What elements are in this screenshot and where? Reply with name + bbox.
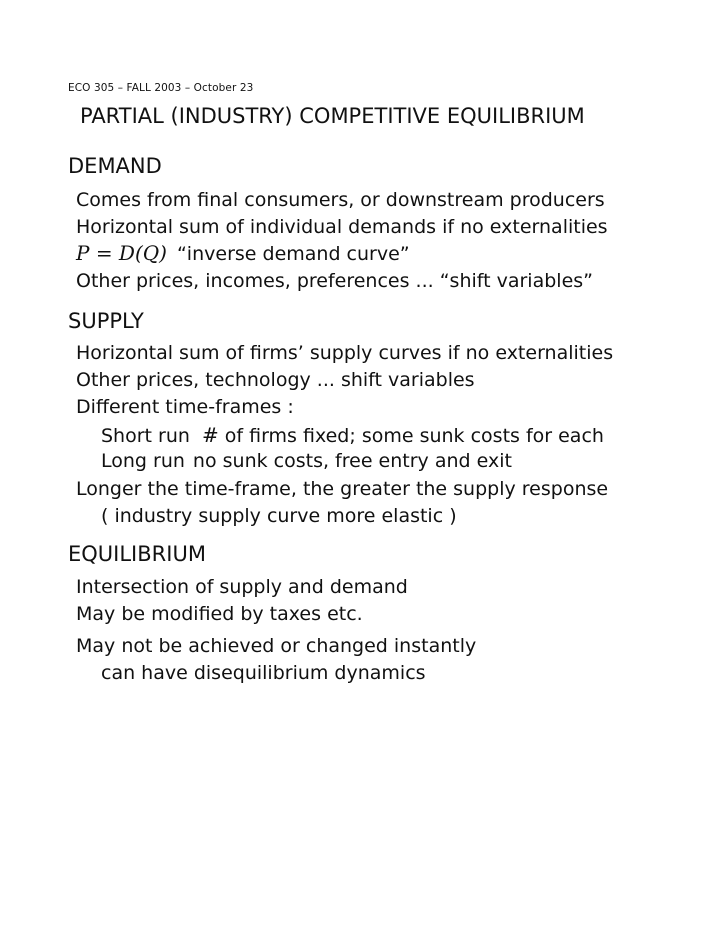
equilibrium-line-2: May be modified by taxes etc. (76, 603, 363, 625)
number-symbol: # (201, 423, 219, 447)
demand-line-4: Other prices, incomes, preferences ... “shift variables” (76, 270, 593, 292)
slide-title: PARTIAL (INDUSTRY) COMPETITIVE EQUILIBRIUM (80, 104, 585, 128)
equilibrium-line-4: can have disequilibrium dynamics (101, 662, 426, 684)
course-header: ECO 305 – FALL 2003 – October 23 (68, 82, 254, 94)
demand-line-1: Comes from final consumers, or downstream producers (76, 189, 605, 211)
equilibrium-line-1: Intersection of supply and demand (76, 576, 408, 598)
demand-line-3 (76, 241, 410, 265)
supply-heading: SUPPLY (68, 309, 144, 333)
equilibrium-heading: EQUILIBRIUM (68, 542, 206, 566)
demand-heading: DEMAND (68, 154, 162, 178)
supply-line-1: Horizontal sum of firms’ supply curves if no externalities (76, 342, 614, 364)
long-run-text: no sunk costs, free entry and exit (192, 450, 512, 472)
supply-line-3: Different time-frames : (76, 396, 294, 418)
equilibrium-line-3: May not be achieved or changed instantly (76, 635, 477, 657)
demand-line-2: Horizontal sum of individual demands if no externalities (76, 216, 608, 238)
supply-line-6: Longer the time-frame, the greater the supply response (76, 478, 609, 500)
supply-line-2: Other prices, technology ... shift variables (76, 369, 475, 391)
short-run-text: of firms fixed; some sunk costs for each (224, 425, 604, 447)
supply-short-run-line (101, 423, 604, 447)
inverse-demand-equation: P = D(Q) (76, 241, 167, 265)
supply-line-7: ( industry supply curve more elastic ) (101, 505, 457, 527)
supply-long-run-line (101, 450, 512, 472)
long-run-label: Long run (101, 450, 185, 472)
short-run-label: Short run (101, 425, 190, 447)
inverse-demand-label: “inverse demand curve” (176, 243, 410, 265)
